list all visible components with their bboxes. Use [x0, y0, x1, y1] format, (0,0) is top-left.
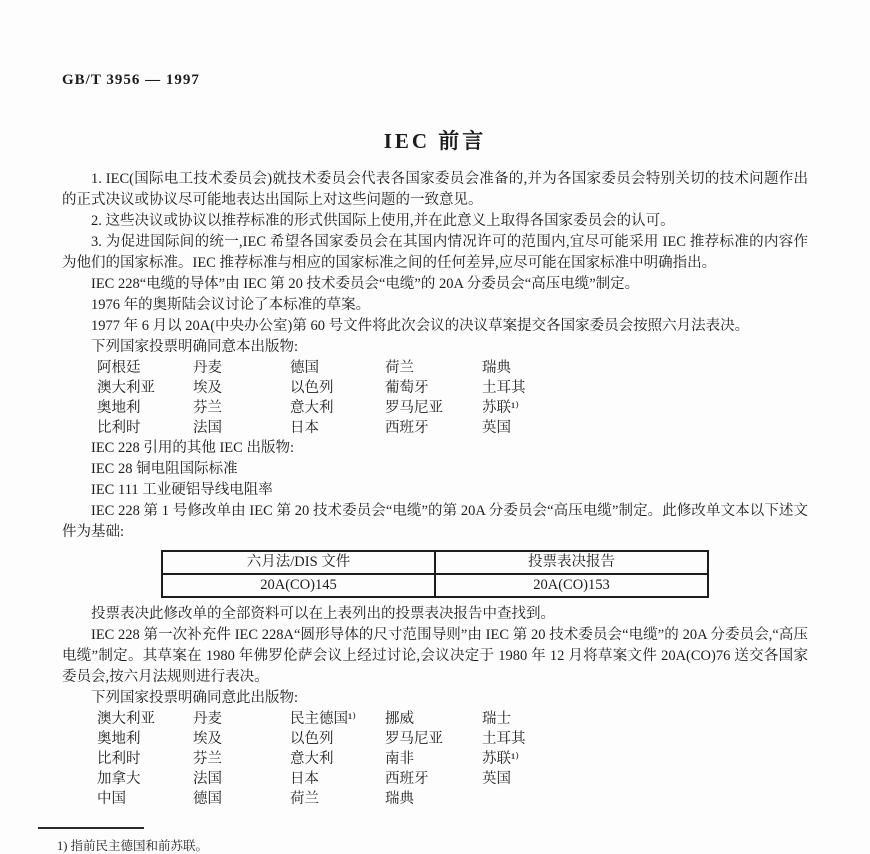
basis-table	[161, 550, 709, 598]
country-cell: 澳大利亚	[97, 380, 155, 396]
country-cell: 土耳其	[482, 731, 526, 747]
country-cell: 苏联¹⁾	[482, 400, 519, 416]
page-title: IEC 前言	[383, 129, 487, 153]
country-cell: 英国	[482, 420, 511, 436]
footnote: 1) 指前民主德国和前苏联。	[57, 839, 209, 853]
country-cell: 芬兰	[193, 400, 222, 416]
document-body	[57, 169, 808, 854]
basis-table-cell-report: 20A(CO)153	[435, 574, 708, 597]
country-cell: 罗马尼亚	[385, 731, 443, 747]
country-cell: 苏联¹⁾	[482, 751, 519, 767]
basis-table-data-row	[162, 574, 708, 597]
vote-list-1-intro: 下列国家投票明确同意本出版物:	[91, 339, 299, 355]
country-cell: 南非	[385, 751, 414, 767]
country-cell	[482, 789, 808, 809]
country-cell: 西班牙	[385, 771, 429, 787]
paragraph-1976-meeting: 1976 年的奥斯陆会议讨论了本标准的草案。	[91, 297, 371, 313]
country-cell: 丹麦	[193, 360, 222, 376]
country-cell: 日本	[290, 771, 319, 787]
country-cell: 中国	[97, 791, 126, 807]
country-cell: 丹麦	[193, 711, 222, 727]
country-cell: 瑞典	[385, 791, 414, 807]
country-cell: 法国	[193, 420, 222, 436]
doc-number: GB/T 3956 — 1997	[62, 72, 200, 88]
country-cell: 加拿大	[97, 771, 141, 787]
country-cell: 瑞士	[482, 711, 511, 727]
country-cell: 日本	[290, 420, 319, 436]
country-cell: 西班牙	[385, 420, 429, 436]
country-cell: 以色列	[290, 731, 334, 747]
country-cell: 阿根廷	[97, 360, 141, 376]
country-cell: 比利时	[97, 420, 141, 436]
basis-table-header-dis: 六月法/DIS 文件	[162, 551, 435, 574]
country-cell: 荷兰	[385, 360, 414, 376]
paragraph-iec228-origin: IEC 228“电缆的导体”由 IEC 第 20 技术委员会“电缆”的 20A 分委员会“高压电缆”制定。	[91, 276, 640, 292]
paragraph-clause-2: 2. 这些决议或协议以推荐标准的形式供国际上使用,并在此意义上取得各国家委员会的认可。	[91, 213, 675, 229]
country-cell: 民主德国¹⁾	[290, 711, 356, 727]
country-cell: 奥地利	[97, 731, 141, 747]
footnote-block	[38, 827, 808, 854]
country-cell: 挪威	[385, 711, 414, 727]
country-cell: 德国	[290, 360, 319, 376]
country-cell: 英国	[482, 771, 511, 787]
country-cell: 罗马尼亚	[385, 400, 443, 416]
country-cell: 奥地利	[97, 400, 141, 416]
country-cell: 澳大利亚	[97, 711, 155, 727]
basis-table-header-row	[162, 551, 708, 574]
country-cell: 葡萄牙	[385, 380, 429, 396]
country-cell: 埃及	[193, 380, 222, 396]
country-cell: 比利时	[97, 751, 141, 767]
country-cell: 芬兰	[193, 751, 222, 767]
country-cell: 意大利	[290, 400, 334, 416]
basis-table-cell-dis: 20A(CO)145	[162, 574, 435, 597]
paragraph-clause-1: 1. IEC(国际电工技术委员会)就技术委员会代表各国家委员会准备的,并为各国家委员会特别关切的技术问题作出的正式决议或协议尽可能地表达出国际上对这些问题的一致意见。	[62, 171, 808, 208]
country-cell: 土耳其	[482, 380, 526, 396]
basis-table-header-report: 投票表决报告	[435, 551, 708, 574]
vote-list-1	[62, 358, 808, 438]
reference-line-iec111: IEC 111 工业硬铝导线电阻率	[91, 482, 273, 498]
country-cell: 瑞典	[482, 360, 511, 376]
country-cell: 埃及	[193, 731, 222, 747]
paragraph-vote-info: 投票表决此修改单的全部资料可以在上表列出的投票表决报告中查找到。	[91, 606, 555, 622]
paragraph-amendment-1: IEC 228 第 1 号修改单由 IEC 第 20 技术委员会“电缆”的第 20A 分委员会“高压电缆”制定。此修改单文本以下述文件为基础:	[62, 503, 808, 540]
country-cell: 法国	[193, 771, 222, 787]
country-cell: 德国	[193, 791, 222, 807]
reference-line-publications: IEC 228 引用的其他 IEC 出版物:	[91, 440, 294, 456]
country-cell: 意大利	[290, 751, 334, 767]
reference-line-iec28: IEC 28 铜电阻国际标准	[91, 461, 238, 477]
country-cell: 荷兰	[290, 791, 319, 807]
country-cell: 以色列	[290, 380, 334, 396]
paragraph-clause-3: 3. 为促进国际间的统一,IEC 希望各国家委员会在其国内情况许可的范围内,宜尽可能采用 IEC 推荐标准的内容作为他们的国家标准。IEC 推荐标准与相应的国家标准之间的任何差异,应尽可能在国家标准中明确指出。	[62, 234, 808, 271]
vote-list-2-intro: 下列国家投票明确同意此出版物:	[91, 690, 299, 706]
vote-list-2	[62, 709, 808, 809]
footnote-divider	[38, 827, 144, 829]
paragraph-supplement-228a: IEC 228 第一次补充件 IEC 228A“圆形导体的尺寸范围导则”由 IEC 第 20 技术委员会“电缆”的 20A 分委员会,“高压电缆”制定。其草案在 1980 年佛罗伦萨会议上经过讨论,会议决定于 1980 年 12 月将草案文件 20A(CO)76 送交各国家委员会,按六月法规则进行表决。	[62, 627, 808, 685]
paragraph-1977-vote: 1977 年 6 月以 20A(中央办公室)第 60 号文件将此次会议的决议草案提交各国家委员会按照六月法表决。	[91, 318, 750, 334]
